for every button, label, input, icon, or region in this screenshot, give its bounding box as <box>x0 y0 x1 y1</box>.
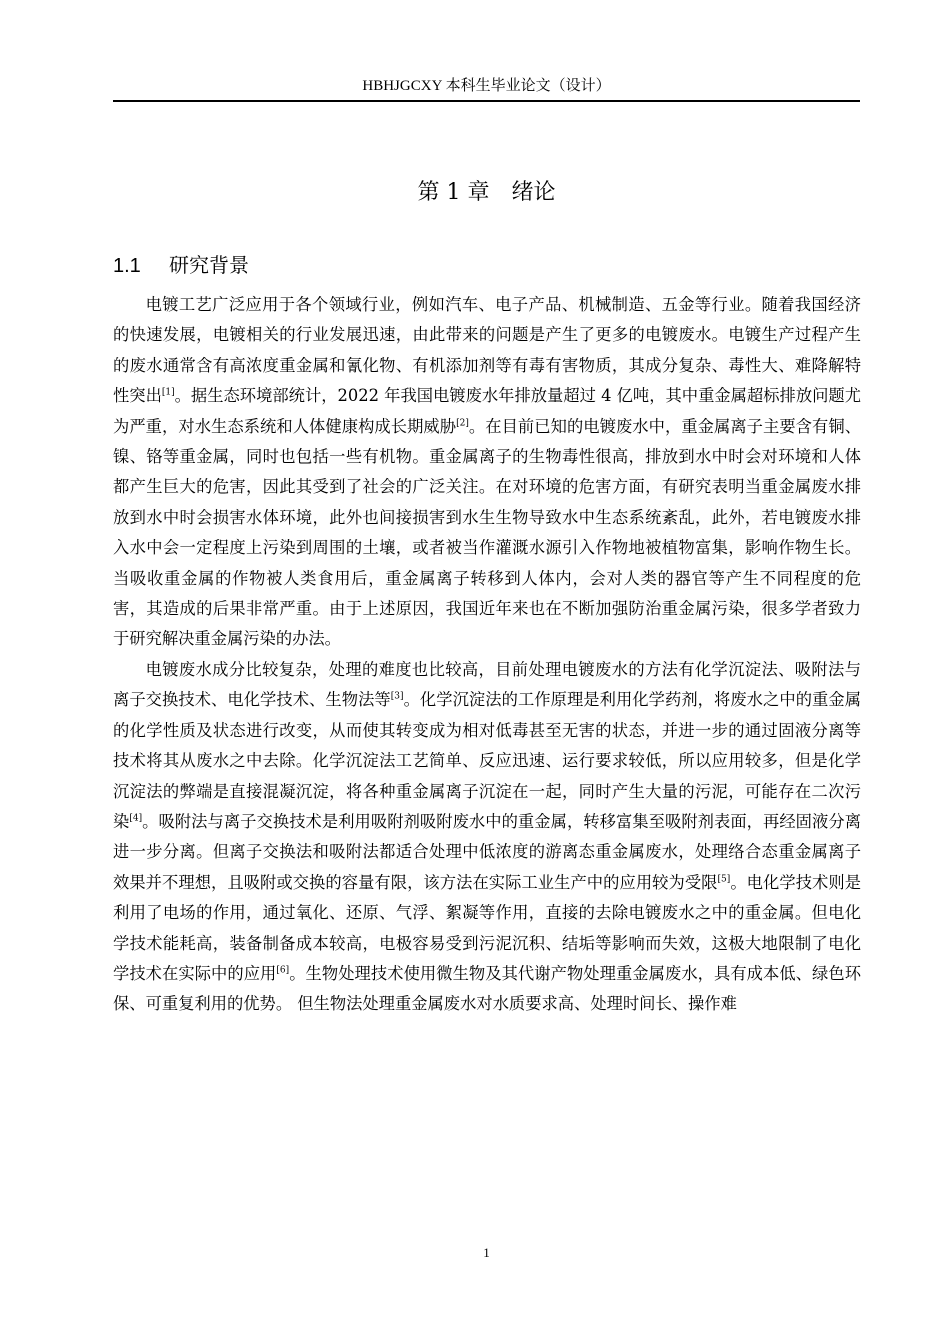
citation-ref: [4] <box>129 813 143 824</box>
paragraph-text: 。化学沉淀法的工作原理是利用化学药剂，将废水之中的重金属的化学性质及状态进行改变，从而使其转变成为相对低毒甚至无害的状态，并进一步的通过固液分离等技术将其从废水之中去除。化学沉淀法工艺简单、反应迅速、运行要求较低，所以应用较多，但是化学沉淀法的弊端是直接混凝沉淀，将各种重金属离子沉淀在一起，同时产生大量的污泥，可能存在二次污染 <box>113 690 861 831</box>
chapter-title <box>113 178 860 208</box>
paragraph <box>113 290 861 655</box>
paragraph-text: 。吸附法与离子交换技术是利用吸附剂吸附废水中的重金属，转移富集至吸附剂表面，再经固液分离进一步分离。但离子交换法和吸附法都适合处理中低浓度的游离态重金属废水，处理络合态重金属离子效果并不理想，且吸附或交换的容量有限，该方法在实际工业生产中的应用较为受限 <box>113 811 861 892</box>
citation-ref: [6] <box>276 965 290 976</box>
citation-ref: [1] <box>161 387 175 398</box>
section-name: 研究背景 <box>169 253 249 277</box>
citation-ref: [3] <box>390 691 404 702</box>
paragraph-text: 。据生态环境部统计，2022 年我国电镀废水年排放量超过 4 亿吨，其中重金属超标排放问题尤为严重，对水生态系统和人体健康构成长期威胁 <box>113 386 861 436</box>
section-number: 1.1 <box>113 255 141 277</box>
running-header: HBHJGCXY 本科生毕业论文（设计） <box>362 78 611 94</box>
paragraph-text: 。在目前已知的电镀废水中，重金属离子主要含有铜、镍、铬等重金属，同时也包括一些有机物。重金属离子的生物毒性很高，排放到水中时会对环境和人体都产生巨大的危害，因此其受到了社会的广泛关注。在对环境的危害方面，有研究表明当重金属废水排放到水中时会损害水体环境，此外也间接损害到水生生物导致水中生态系统紊乱，此外，若电镀废水排入水中会一定程度上污染到周围的土壤，或者被当作灌溉水源引入作物地被植物富集，影响作物生长。当吸收重金属的作物被人类食用后，重金属离子转移到人体内，会对人类的器官等产生不同程度的危害，其造成的后果非常严重。由于上述原因，我国近年来也在不断加强防治重金属污染，很多学者致力于研究解决重金属污染的办法。 <box>113 416 861 649</box>
citation-ref: [2] <box>456 418 469 429</box>
paragraph-text: 。电化学技术则是利用了电场的作用，通过氧化、还原、气浮、絮凝等作用，直接的去除电镀废水之中的重金属。但电化学技术能耗高，装备制备成本较高，电极容易受到污泥沉积、结垢等影响而失效，这极大地限制了电化学技术在实际中的应用 <box>113 872 861 983</box>
chapter-name: 绪论 <box>511 180 556 205</box>
citation-ref: [5] <box>717 874 731 885</box>
section-heading <box>113 251 249 280</box>
chapter-number: 第 1 章 <box>417 180 490 205</box>
paragraph <box>113 655 861 1020</box>
body-text <box>113 290 861 1020</box>
paragraph-text: 电镀工艺广泛应用于各个领域行业，例如汽车、电子产品、机械制造、五金等行业。随着我国经济的快速发展，电镀相关的行业发展迅速，由此带来的问题是产生了更多的电镀废水。电镀生产过程产生的废水通常含有高浓度重金属和氰化物、有机添加剂等有毒有害物质，其成分复杂、毒性大、难降解特性突出 <box>113 295 861 406</box>
paragraph-text: 。生物处理技术使用微生物及其代谢产物处理重金属废水，具有成本低、绿色环保、可重复利用的优势。 但生物法处理重金属废水对水质要求高、处理时间长、操作难 <box>113 963 861 1014</box>
page-number: 1 <box>483 1245 490 1260</box>
paragraph-text: 电镀废水成分比较复杂，处理的难度也比较高，目前处理电镀废水的方法有化学沉淀法、吸附法与离子交换技术、电化学技术、生物法等 <box>113 659 861 710</box>
header-rule <box>113 100 860 102</box>
